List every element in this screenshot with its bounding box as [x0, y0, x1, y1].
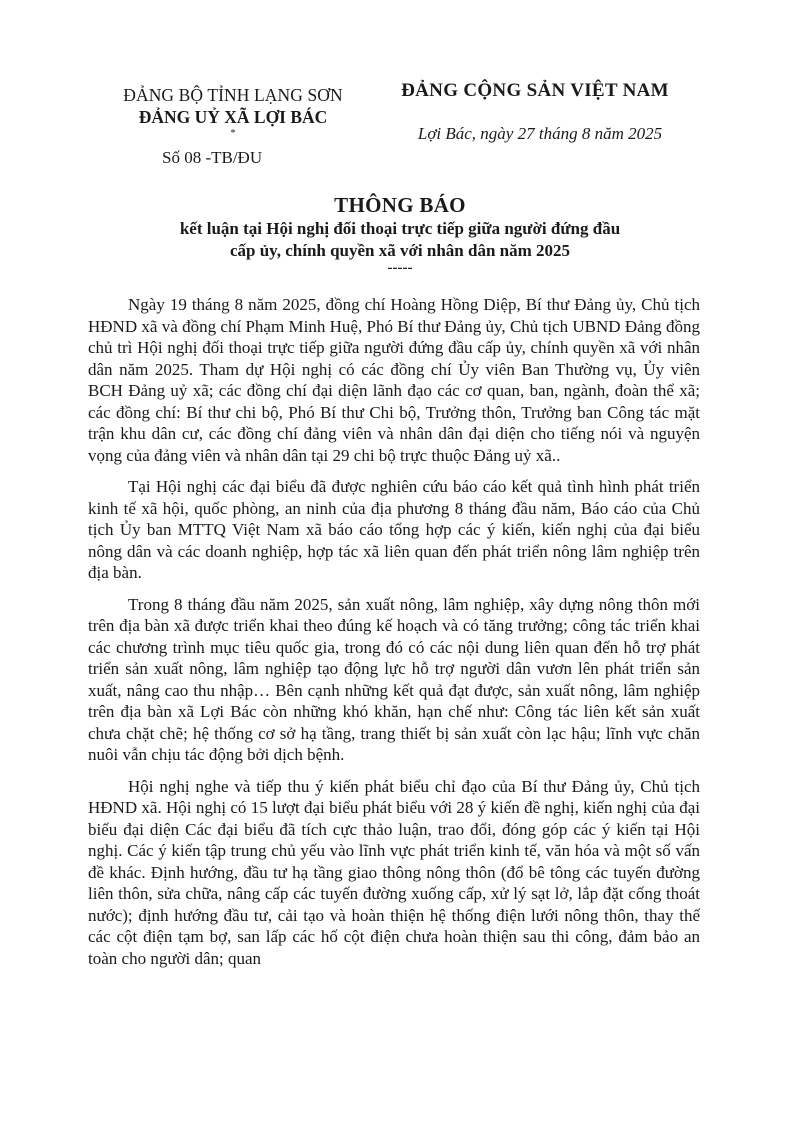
org-mark: *	[230, 128, 236, 139]
place-date: Lợi Bác, ngày 27 tháng 8 năm 2025	[417, 124, 663, 143]
paragraph-3: Trong 8 tháng đầu năm 2025, sản xuất nông, lâm nghiệp, xây dựng nông thôn mới trên địa bàn xã được triển khai theo đúng kế hoạch và có tăng trưởng; công tác triển khai các chương trình mục tiêu quốc gia, trong đó có các nội dung liên quan đến hỗ trợ phát triển sản xuất nông, lâm nghiệp tạo động lực hỗ trợ người dân vươn lên phát triển sản xuất, nâng cao thu nhập… Bên cạnh những kết quả đạt được, sản xuất nông, lâm nghiệp trên địa bàn xã Lợi Bác còn những khó khăn, hạn chế như: Công tác liên kết sản xuất chưa chặt chẽ; hệ thống cơ sở hạ tầng, trang thiết bị sản xuất còn lạc hậu; lĩnh vực chăn nuôi vẫn chịu tác động bởi dịch bệnh.	[88, 594, 700, 764]
org-line-1: ĐẢNG BỘ TỈNH LẠNG SƠN	[123, 85, 343, 105]
document-number: Số 08 -TB/ĐU	[162, 148, 263, 167]
title-separator: -----	[387, 260, 413, 276]
party-header	[380, 80, 690, 106]
document-subtitle-line-2: cấp ủy, chính quyền xã với nhân dân năm 2025	[229, 241, 571, 260]
document-body	[88, 294, 700, 979]
document-title: THÔNG BÁO	[334, 193, 466, 217]
paragraph-2: Tại Hội nghị các đại biểu đã được nghiên cứu báo cáo kết quả tình hình phát triển kinh tế xã hội, quốc phòng, an ninh của địa phương 8 tháng đầu năm, Báo cáo của Chủ tịch Ủy ban MTTQ Việt Nam xã báo cáo tổng hợp các ý kiến, kiến nghị của đại biểu nông dân và các doanh nghiệp, hợp tác xã liên quan đến phát triển nông lâm nghiệp trên địa bàn.	[88, 477, 700, 582]
paragraph-1: Ngày 19 tháng 8 năm 2025, đồng chí Hoàng Hồng Diệp, Bí thư Đảng ủy, Chủ tịch HĐND xã và đồng chí Phạm Minh Huệ, Phó Bí thư Đảng ủy, Chủ tịch UBND Đảng đồng chủ trì Hội nghị đối thoại trực tiếp giữa người đứng đầu cấp ủy, chính quyền xã với nhân dân năm 2025. Tham dự Hội nghị có các đồng chí Ủy viên Ban Thường vụ, Ủy viên BCH Đảng uỷ xã; các đồng chí đại diện lãnh đạo các cơ quan, ban, ngành, đoàn thể xã; các đồng chí: Bí thư chi bộ, Phó Bí thư Chi bộ, Trưởng thôn, Trưởng ban Công tác mặt trận khu dân cư, các đồng chí đảng viên và nhân dân đại diện cho tiếng nói và nguyện vọng của đảng viên và nhân dân tại 29 chi bộ trực thuộc Đảng uỷ xã..	[88, 295, 700, 465]
document-subtitle-line-1: kết luận tại Hội nghị đối thoại trực tiếp giữa người đứng đầu	[179, 219, 621, 238]
org-line-2: ĐẢNG UỶ XÃ LỢI BÁC	[138, 107, 328, 127]
paragraph-4: Hội nghị nghe và tiếp thu ý kiến phát biểu chỉ đạo của Bí thư Đảng ủy, Chủ tịch HĐND xã. Hội nghị có 15 lượt đại biểu phát biểu với 28 ý kiến đề nghị, kiến nghị của đại biểu đại diện Các đại biểu đã tích cực thảo luận, trao đổi, đóng góp các ý kiến tại Hội nghị. Các ý kiến tập trung chủ yếu vào lĩnh vực phát triển kinh tế, văn hóa và một số vấn đề khác. Định hướng, đầu tư hạ tầng giao thông nông thôn (đổ bê tông các tuyến đường liên thôn, sửa chữa, nâng cấp các tuyến đường xuống cấp, xử lý sạt lở, lắp đặt cống thoát nước); định hướng đầu tư, cải tạo và hoàn thiện hệ thống điện lưới nông thôn, thay thế các cột điện tạm bợ, san lấp các hố cột điện chưa hoàn thiện sau thi công, đảm bảo an toàn cho người dân; quan	[88, 776, 700, 968]
title-block	[100, 192, 700, 274]
party-name: ĐẢNG CỘNG SẢN VIỆT NAM	[401, 80, 669, 101]
issuing-organization	[108, 84, 358, 139]
